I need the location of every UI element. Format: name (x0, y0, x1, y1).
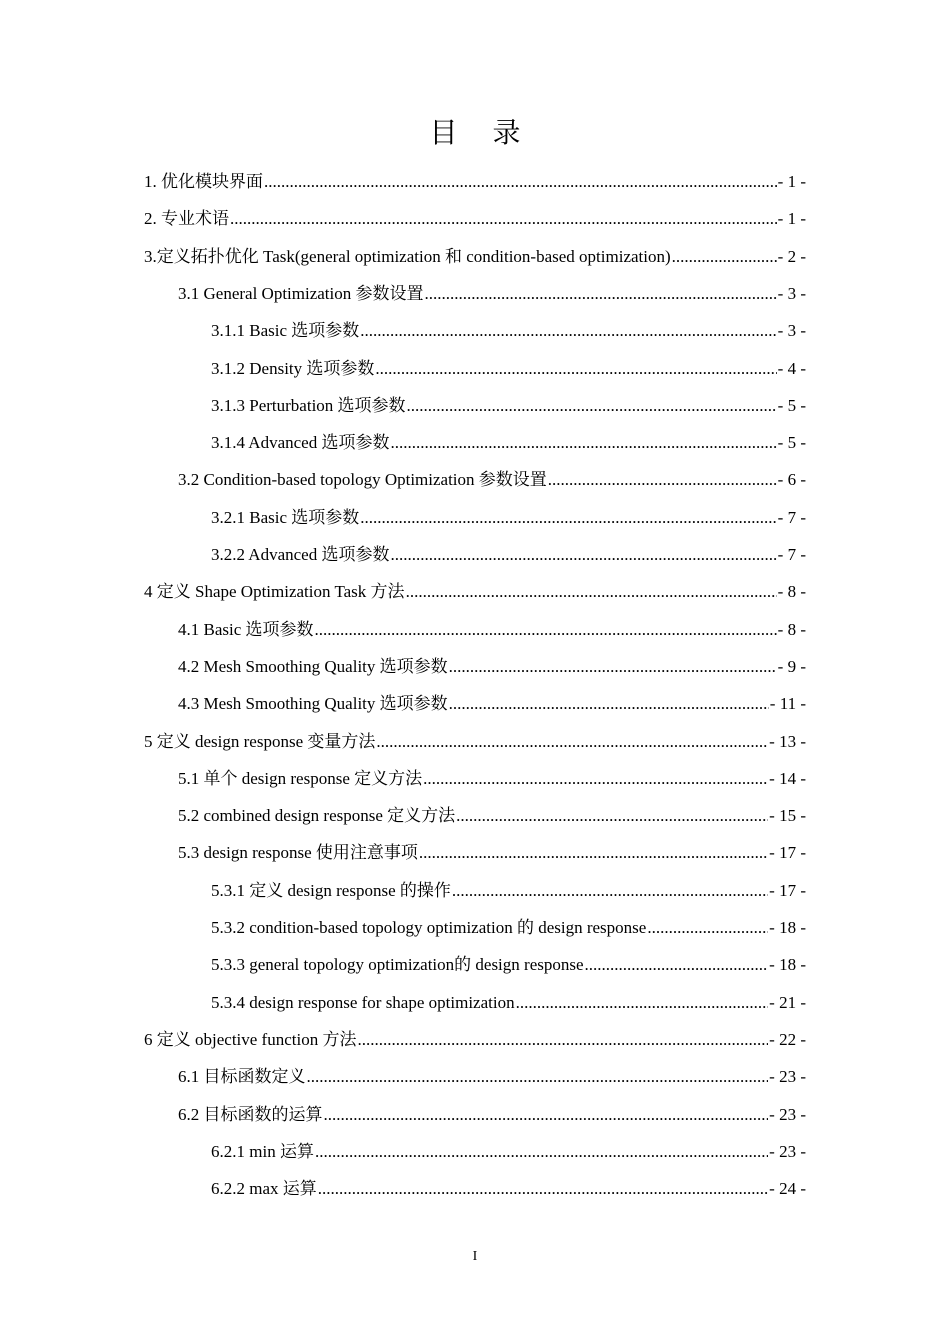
toc-entry[interactable] (211, 953, 806, 977)
toc-dot-leader (585, 953, 769, 977)
toc-entry-title: 4.3 Mesh Smoothing Quality 选项参数 (178, 694, 448, 714)
toc-entry-page: - 18 - (769, 955, 806, 975)
toc-entry-title: 1. 优化模块界面 (144, 172, 263, 191)
toc-entry[interactable] (178, 618, 806, 642)
toc-entry-title: 5.1 单个 design response 定义方法 (178, 768, 423, 788)
toc-dot-leader (672, 245, 777, 269)
toc-entry[interactable] (211, 879, 806, 903)
toc-entry-title: 6.2.2 max 运算 (211, 1179, 317, 1199)
page-title: 目 录 (429, 118, 535, 149)
toc-dot-leader (375, 357, 776, 381)
toc-dot-leader (449, 655, 777, 679)
toc-entry-title: 2. 专业术语 (144, 209, 229, 229)
toc-entry-title: 3.1.1 Basic 选项参数 (211, 321, 360, 341)
toc-entry-page: - 2 - (777, 246, 806, 266)
toc-entry[interactable] (211, 1177, 806, 1201)
toc-dot-leader (425, 282, 777, 306)
toc-entry-page: - 18 - (769, 918, 806, 937)
toc-entry-page: - 5 - (777, 433, 806, 453)
toc-entry-page: - 23 - (769, 1104, 806, 1124)
toc-dot-leader (406, 580, 777, 604)
toc-entry[interactable] (144, 170, 806, 194)
toc-entry[interactable] (178, 1065, 806, 1089)
toc-entry-page: - 1 - (777, 209, 806, 229)
toc-dot-leader (376, 730, 768, 754)
toc-entry-title: 4 定义 Shape Optimization Task 方法 (144, 582, 405, 602)
toc-dot-leader (315, 1140, 768, 1164)
toc-entry-page: - 24 - (769, 1179, 806, 1199)
toc-entry-page: - 4 - (777, 358, 806, 378)
toc-dot-leader (449, 692, 769, 716)
toc-entry-title: 6.1 目标函数定义 (178, 1067, 306, 1087)
toc-entry-page: - 7 - (777, 507, 806, 527)
toc-entry-page: - 11 - (769, 694, 806, 714)
toc-entry-page: - 14 - (769, 768, 806, 788)
toc-entry-title: 3.2 Condition-based topology Optimization 参数设置 (178, 470, 547, 490)
toc-entry[interactable] (178, 692, 806, 716)
toc-dot-leader (390, 431, 776, 455)
toc-entry-title: 3.2.2 Advanced 选项参数 (211, 545, 390, 564)
toc-entry[interactable] (178, 1103, 806, 1127)
toc-dot-leader (452, 879, 768, 903)
toc-entry-page: - 17 - (769, 880, 806, 900)
toc-entry-page: - 8 - (777, 582, 806, 602)
toc-entry[interactable] (211, 991, 806, 1015)
toc-dot-leader (456, 804, 768, 828)
toc-entry[interactable] (211, 543, 806, 567)
toc-entry[interactable] (144, 1028, 806, 1052)
toc-entry[interactable] (178, 282, 806, 306)
toc-entry-page: - 7 - (777, 545, 806, 564)
toc-entry-title: 3.1.2 Density 选项参数 (211, 358, 375, 378)
toc-entry-title: 5 定义 design response 变量方法 (144, 731, 376, 751)
toc-entry-title: 5.2 combined design response 定义方法 (178, 806, 456, 826)
toc-entry[interactable] (178, 468, 806, 492)
toc-entry-title: 5.3.1 定义 design response 的操作 (211, 880, 451, 900)
toc-entry-page: - 13 - (769, 731, 806, 751)
toc-entry-title: 5.3.3 general topology optimization的 design response (211, 955, 584, 975)
toc-dot-leader (264, 170, 777, 194)
toc-dot-leader (419, 841, 768, 865)
toc-entry-title: 6.2 目标函数的运算 (178, 1104, 323, 1124)
toc-entry-title: 5.3 design response 使用注意事项 (178, 843, 418, 863)
toc-dot-leader (360, 319, 776, 343)
toc-entry-page: - 21 - (769, 992, 806, 1012)
toc-dot-leader (407, 394, 777, 418)
toc-entry[interactable] (211, 1140, 806, 1164)
toc-dot-leader (307, 1065, 769, 1089)
toc-entry-page: - 9 - (777, 656, 806, 676)
toc-entry-title: 4.1 Basic 选项参数 (178, 619, 314, 639)
toc-entry-title: 6.2.1 min 运算 (211, 1141, 314, 1161)
toc-entry-title: 3.1.4 Advanced 选项参数 (211, 433, 390, 453)
toc-dot-leader (548, 468, 777, 492)
toc-entry-page: - 22 - (769, 1029, 806, 1049)
toc-entry[interactable] (211, 357, 806, 381)
toc-entry-title: 3.1.3 Perturbation 选项参数 (211, 395, 406, 415)
toc-entry-title: 4.2 Mesh Smoothing Quality 选项参数 (178, 656, 448, 676)
toc-entry[interactable] (144, 245, 806, 269)
toc-dot-leader (360, 506, 776, 530)
toc-entry-page: - 17 - (769, 843, 806, 863)
toc-dot-leader (230, 207, 777, 231)
toc-entry[interactable] (211, 916, 806, 940)
toc-entry-page: - 23 - (769, 1067, 806, 1087)
toc-entry[interactable] (178, 655, 806, 679)
toc-entry-title: 5.3.2 condition-based topology optimization 的 design response (211, 918, 647, 937)
toc-entry[interactable] (144, 730, 806, 754)
toc-entry-page: - 3 - (777, 283, 806, 303)
toc-entry-title: 5.3.4 design response for shape optimization (211, 992, 515, 1012)
toc-entry[interactable] (211, 319, 806, 343)
toc-entry-title: 3.定义拓扑优化 Task(general optimization 和 condition-based optimization) (144, 246, 671, 266)
toc-entry-page: - 23 - (769, 1141, 806, 1161)
toc-dot-leader (647, 916, 768, 940)
toc-dot-leader (423, 767, 768, 791)
toc-entry[interactable] (178, 804, 806, 828)
toc-dot-leader (357, 1028, 768, 1052)
toc-entry-page: - 3 - (777, 321, 806, 341)
toc-entry-title: 3.2.1 Basic 选项参数 (211, 507, 360, 527)
toc-dot-leader (324, 1103, 769, 1127)
toc-entry-page: - 8 - (777, 619, 806, 639)
toc-dot-leader (516, 991, 769, 1015)
toc-entry-title: 3.1 General Optimization 参数设置 (178, 283, 424, 303)
toc-entry-page: - 6 - (777, 470, 806, 490)
toc-entry[interactable] (211, 506, 806, 530)
toc-dot-leader (390, 543, 776, 567)
toc-entry[interactable] (144, 207, 806, 231)
page-number: I (472, 1249, 478, 1264)
toc-entry[interactable] (144, 580, 806, 604)
toc-entry[interactable] (178, 767, 806, 791)
toc-entry[interactable] (211, 394, 806, 418)
toc-entry-title: 6 定义 objective function 方法 (144, 1029, 357, 1049)
toc-entry-page: - 1 - (777, 172, 806, 191)
toc-dot-leader (315, 618, 777, 642)
toc-entry-page: - 15 - (769, 806, 806, 826)
toc-entry-page: - 5 - (777, 395, 806, 415)
toc-dot-leader (318, 1177, 768, 1201)
toc-entry[interactable] (178, 841, 806, 865)
toc-entry[interactable] (211, 431, 806, 455)
